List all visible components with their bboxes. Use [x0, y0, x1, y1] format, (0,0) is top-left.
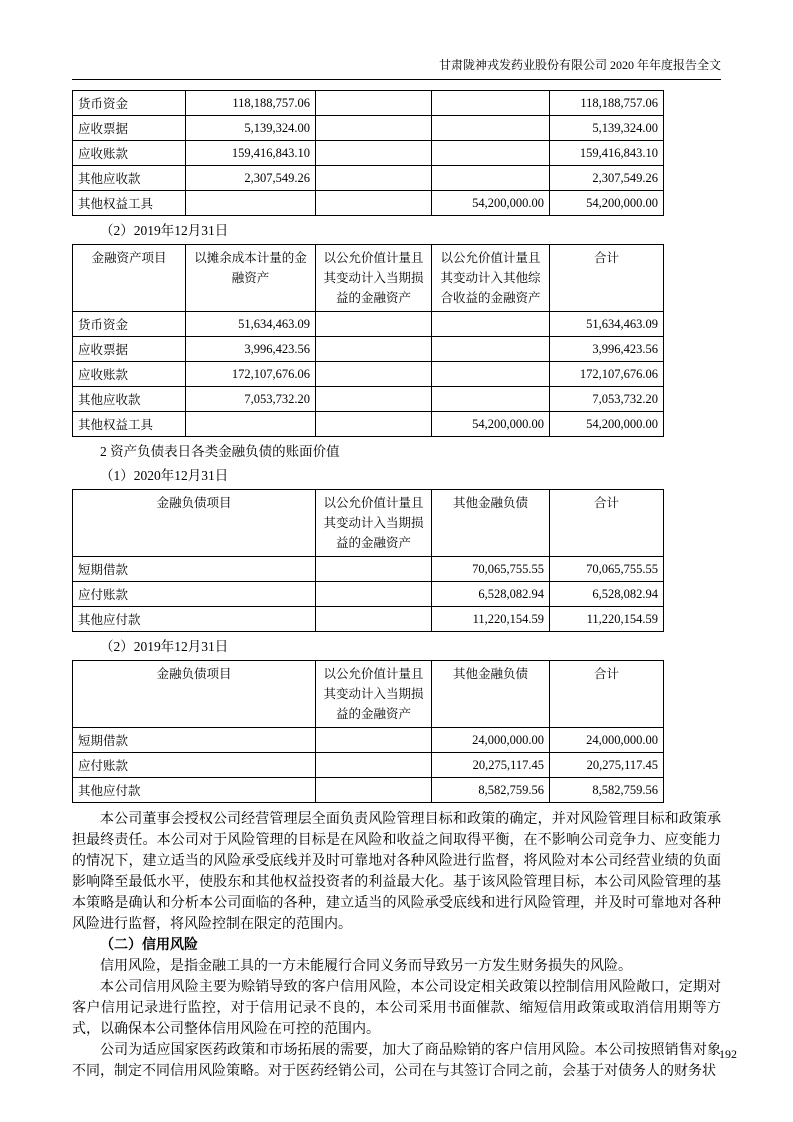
amount-cell [432, 362, 550, 387]
amount-cell [432, 387, 550, 412]
amount-cell: 172,107,676.06 [186, 362, 316, 387]
amount-cell [316, 557, 432, 582]
column-header: 以公允价值计量且其变动计入当期损益的金融资产 [316, 245, 432, 312]
amount-cell [316, 191, 432, 216]
column-header: 以公允价值计量且其变动计入其他综合收益的金融资产 [432, 245, 550, 312]
amount-cell [316, 753, 432, 778]
amount-cell: 54,200,000.00 [432, 191, 550, 216]
amount-cell: 11,220,154.59 [432, 607, 550, 632]
amount-cell [316, 607, 432, 632]
column-header: 以公允价值计量且其变动计入当期损益的金融资产 [316, 661, 432, 728]
item-cell: 其他应付款 [73, 607, 316, 632]
amount-cell: 70,065,755.55 [432, 557, 550, 582]
column-header: 合计 [550, 661, 664, 728]
report-title: 甘肃陇神戎发药业股份有限公司 2020 年年度报告全文 [438, 58, 721, 72]
column-header: 金融负债项目 [73, 490, 316, 557]
amount-cell: 54,200,000.00 [432, 412, 550, 437]
amount-cell [316, 412, 432, 437]
item-cell: 应收账款 [73, 362, 186, 387]
table-row [73, 778, 664, 803]
amount-cell: 51,634,463.09 [186, 312, 316, 337]
table-row [73, 728, 664, 753]
amount-cell: 8,582,759.56 [550, 778, 664, 803]
amount-cell [432, 116, 550, 141]
amount-cell [186, 412, 316, 437]
item-cell: 其他应付款 [73, 778, 316, 803]
heading-liabilities-2020: （1）2020年12月31日 [100, 468, 229, 483]
amount-cell: 2,307,549.26 [550, 166, 664, 191]
amount-cell [316, 582, 432, 607]
amount-cell [316, 116, 432, 141]
table-row [73, 607, 664, 632]
amount-cell [432, 91, 550, 116]
heading-credit-risk: （二）信用风险 [100, 938, 198, 953]
amount-cell: 159,416,843.10 [550, 141, 664, 166]
amount-cell: 118,188,757.06 [186, 91, 316, 116]
table-row [73, 412, 664, 437]
amount-cell: 118,188,757.06 [550, 91, 664, 116]
amount-cell [186, 191, 316, 216]
table-row [73, 362, 664, 387]
table-row [73, 116, 664, 141]
column-header: 金融负债项目 [73, 661, 316, 728]
amount-cell: 5,139,324.00 [186, 116, 316, 141]
column-header: 以公允价值计量且其变动计入当期损益的金融资产 [316, 490, 432, 557]
amount-cell: 2,307,549.26 [186, 166, 316, 191]
amount-cell: 5,139,324.00 [550, 116, 664, 141]
column-header: 以摊余成本计量的金融资产 [186, 245, 316, 312]
amount-cell [316, 312, 432, 337]
column-header: 其他金融负债 [432, 661, 550, 728]
amount-cell [316, 337, 432, 362]
item-cell: 其他应收款 [73, 387, 186, 412]
table-row [73, 312, 664, 337]
amount-cell: 70,065,755.55 [550, 557, 664, 582]
paragraph-risk-management: 本公司董事会授权公司经营管理层全面负责风险管理目标和政策的确定，并对风险管理目标和政策承担最终责任。本公司对于风险管理的目标是在风险和收益之间取得平衡，在不影响公司竞争力、应变能力的情况下，建立适当的风险承受底线并及时可靠地对各种风险进行监督，将风险对本公司经营业绩的负面影响降至最低水平，使股东和其他权益投资者的利益最大化。基于该风险管理目标，本公司风险管理的基本策略是确认和分析本公司面临的各种，建立适当的风险承受底线和进行风险管理，并及时可靠地对各种风险进行监督，将风险控制在限定的范围内。 [72, 812, 721, 932]
amount-cell [316, 141, 432, 166]
body-text [72, 809, 721, 1082]
amount-cell [316, 166, 432, 191]
item-cell: 应收账款 [73, 141, 186, 166]
table-row [73, 582, 664, 607]
amount-cell [316, 387, 432, 412]
item-cell: 应付账款 [73, 753, 316, 778]
item-cell: 货币资金 [73, 91, 186, 116]
amount-cell: 8,582,759.56 [432, 778, 550, 803]
item-cell: 其他权益工具 [73, 191, 186, 216]
amount-cell [432, 337, 550, 362]
item-cell: 短期借款 [73, 728, 316, 753]
table-header-row [73, 245, 664, 312]
amount-cell: 159,416,843.10 [186, 141, 316, 166]
table-row [73, 337, 664, 362]
amount-cell: 51,634,463.09 [550, 312, 664, 337]
amount-cell: 54,200,000.00 [550, 191, 664, 216]
paragraph-credit-risk-definition: 信用风险，是指金融工具的一方未能履行合同义务而导致另一方发生财务损失的风险。 [100, 959, 632, 974]
amount-cell: 7,053,732.20 [186, 387, 316, 412]
amount-cell [316, 778, 432, 803]
table-row [73, 191, 664, 216]
column-header: 其他金融负债 [432, 490, 550, 557]
assets-2019-table [72, 244, 664, 437]
amount-cell: 172,107,676.06 [550, 362, 664, 387]
heading-liabilities-2019: （2）2019年12月31日 [100, 639, 229, 654]
table-header-row [73, 490, 664, 557]
column-header: 合计 [550, 490, 664, 557]
amount-cell: 6,528,082.94 [432, 582, 550, 607]
item-cell: 其他权益工具 [73, 412, 186, 437]
column-header: 金融资产项目 [73, 245, 186, 312]
heading-assets-2019: （2）2019年12月31日 [100, 223, 229, 238]
paragraph-credit-risk-policy: 本公司信用风险主要为赊销导致的客户信用风险，本公司设定相关政策以控制信用风险敞口，定期对客户信用记录进行监控，对于信用记录不良的，本公司采用书面催款、缩短信用政策或取消信用期等方式，以确保本公司整体信用风险在可控的范围内。 [72, 980, 721, 1037]
amount-cell: 3,996,423.56 [186, 337, 316, 362]
amount-cell [432, 141, 550, 166]
page-content [72, 90, 721, 1082]
liabilities-2020-table [72, 489, 664, 632]
paragraph-credit-risk-strategy: 公司为适应国家医药政策和市场拓展的需要，加大了商品赊销的客户信用风险。本公司按照销售对象不同，制定不同信用风险策略。对于医药经销公司，公司在与其签订合同之前，会基于对债务人的财务状 [72, 1043, 721, 1079]
amount-cell [316, 91, 432, 116]
heading-liabilities: 2 资产负债表日各类金融负债的账面价值 [100, 444, 340, 459]
amount-cell: 3,996,423.56 [550, 337, 664, 362]
item-cell: 其他应收款 [73, 166, 186, 191]
item-cell: 短期借款 [73, 557, 316, 582]
amount-cell: 54,200,000.00 [550, 412, 664, 437]
amount-cell: 11,220,154.59 [550, 607, 664, 632]
liabilities-2019-table [72, 660, 664, 803]
table-row [73, 141, 664, 166]
amount-cell [432, 166, 550, 191]
amount-cell [432, 312, 550, 337]
amount-cell [316, 362, 432, 387]
item-cell: 应付账款 [73, 582, 316, 607]
amount-cell: 6,528,082.94 [550, 582, 664, 607]
table-row [73, 91, 664, 116]
table-row [73, 557, 664, 582]
item-cell: 应收票据 [73, 337, 186, 362]
amount-cell: 7,053,732.20 [550, 387, 664, 412]
amount-cell: 24,000,000.00 [432, 728, 550, 753]
item-cell: 应收票据 [73, 116, 186, 141]
table-header-row [73, 661, 664, 728]
table-row [73, 166, 664, 191]
item-cell: 货币资金 [73, 312, 186, 337]
amount-cell [316, 728, 432, 753]
amount-cell: 20,275,117.45 [550, 753, 664, 778]
assets-2020-table [72, 90, 664, 216]
table-row [73, 387, 664, 412]
page-number: 192 [719, 1047, 737, 1061]
amount-cell: 20,275,117.45 [432, 753, 550, 778]
table-row [73, 753, 664, 778]
page-header [72, 56, 721, 80]
amount-cell: 24,000,000.00 [550, 728, 664, 753]
column-header: 合计 [550, 245, 664, 312]
